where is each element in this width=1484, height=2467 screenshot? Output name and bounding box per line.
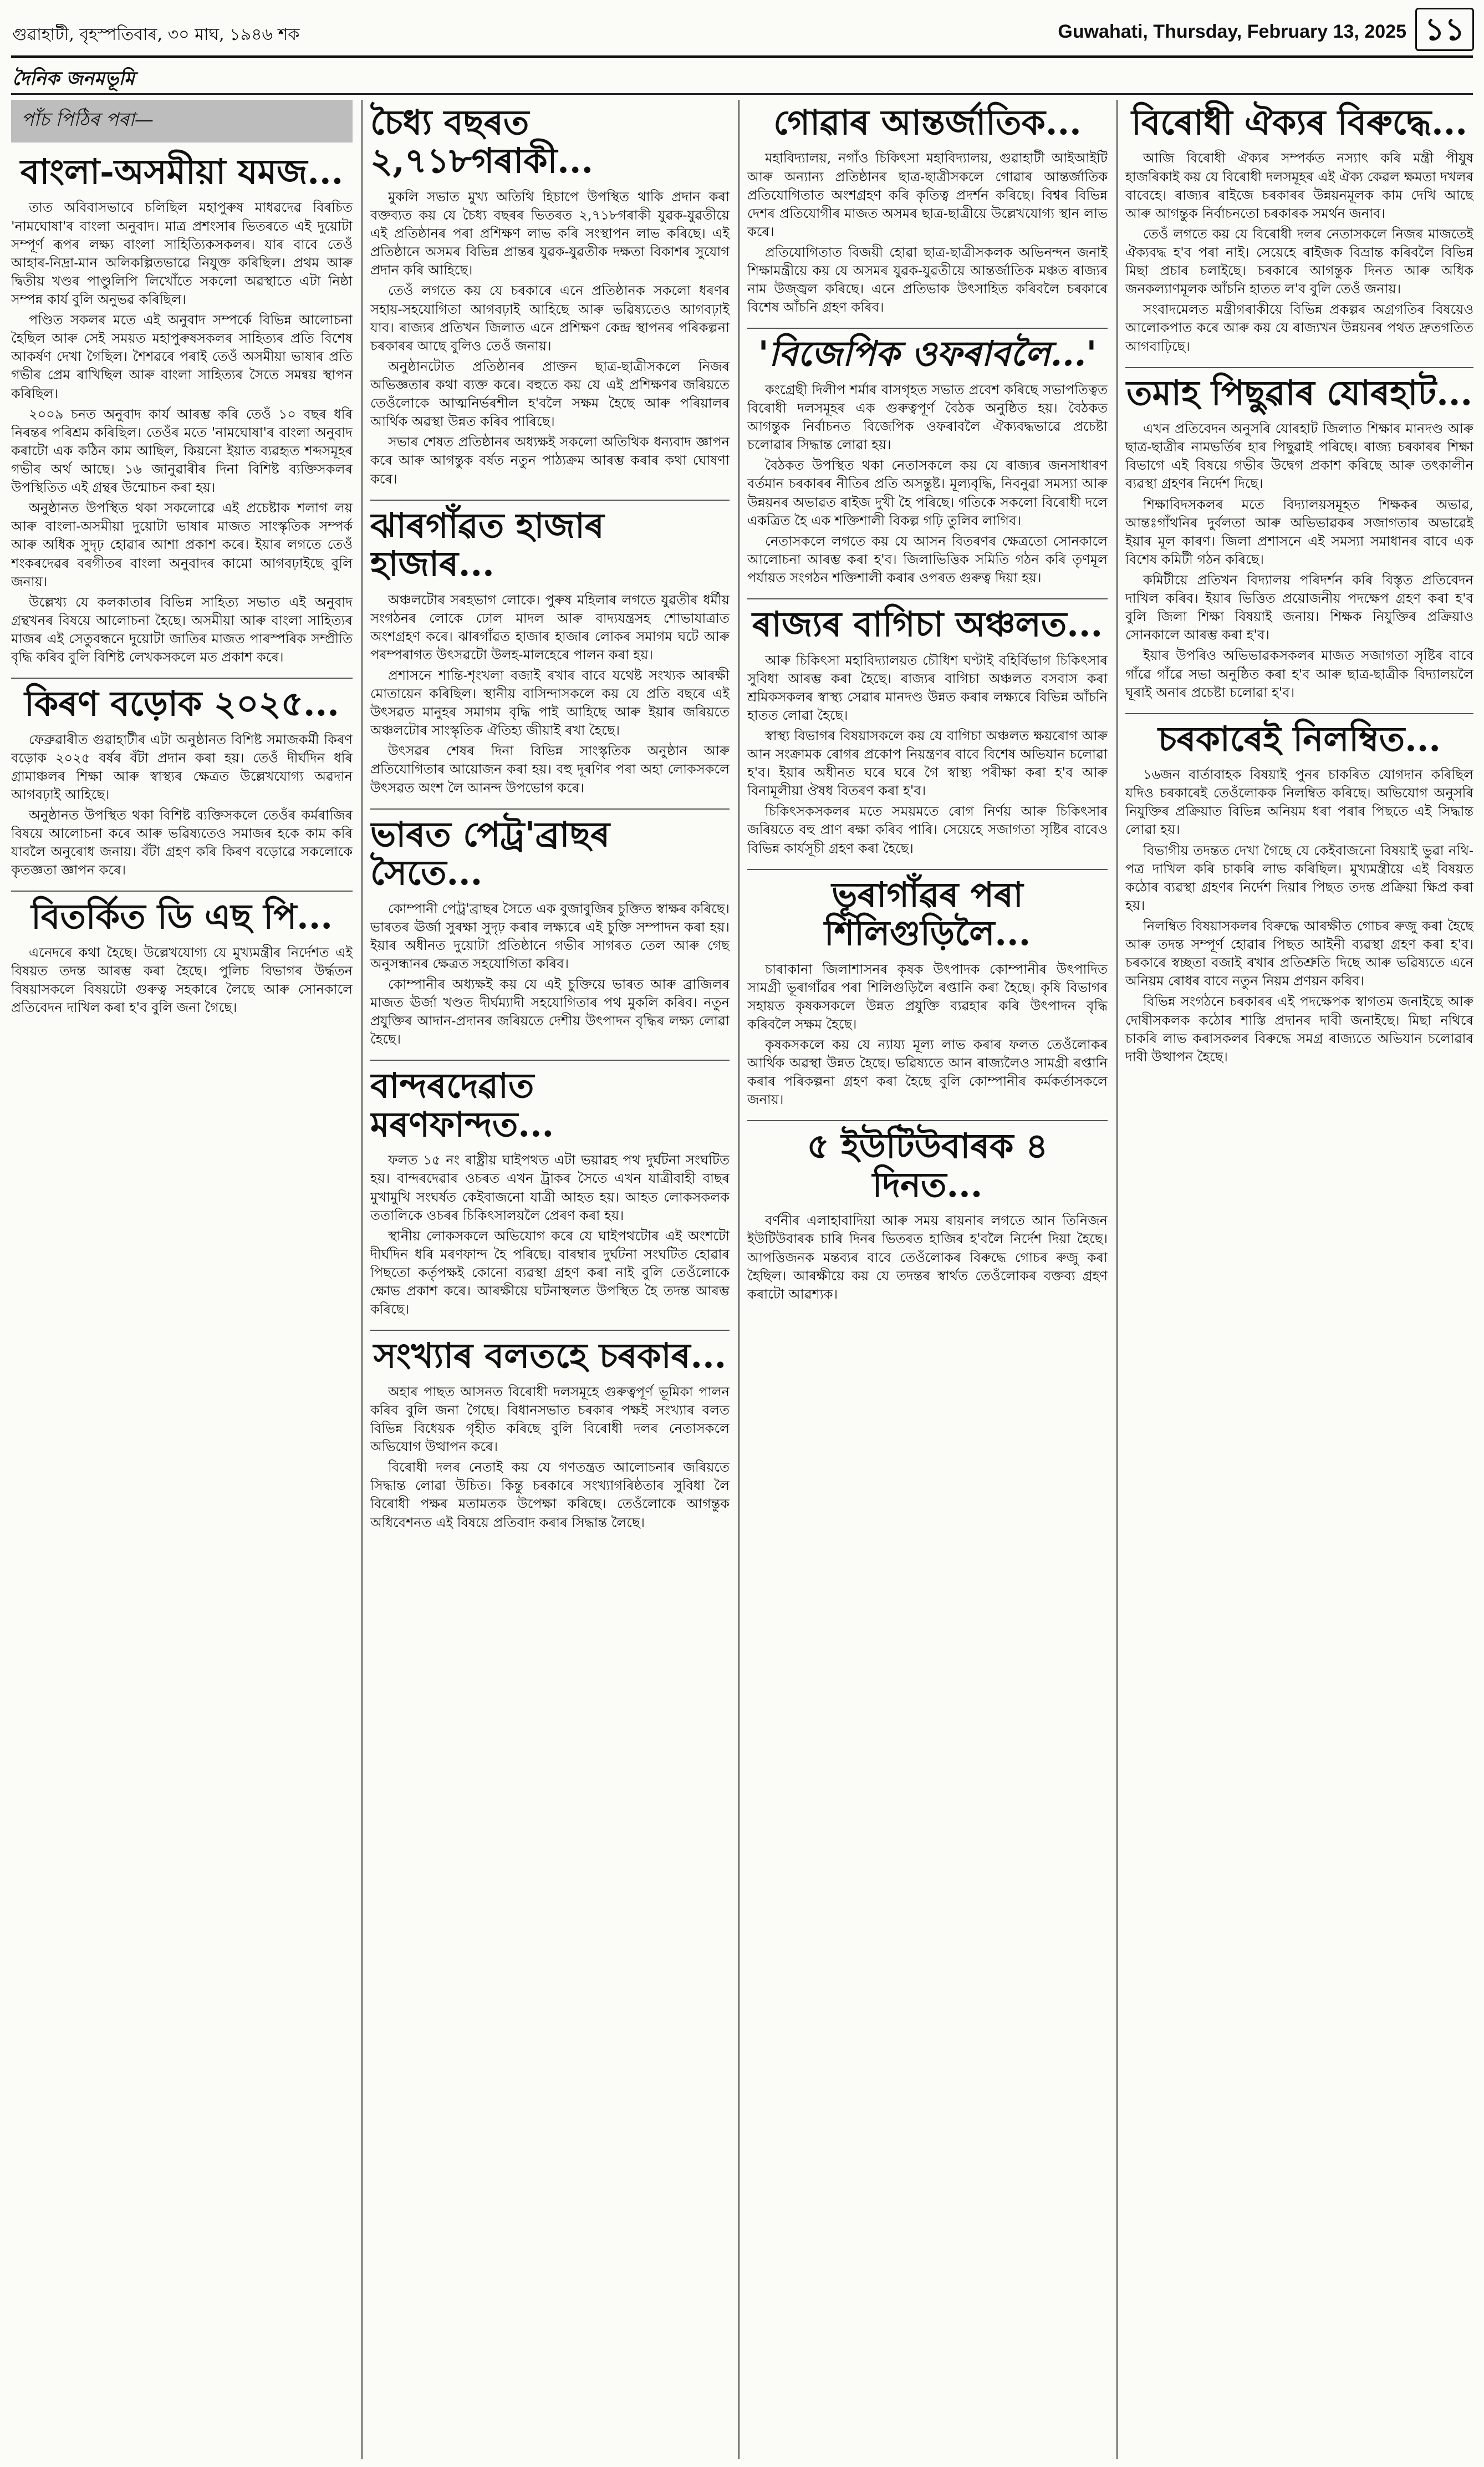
article-body: [747, 381, 1108, 587]
paragraph: উল্লেখ্য যে কলকাতাৰ বিভিন্ন সাহিত্য সভাত এই অনুবাদ গ্ৰন্থখনৰ বিষয়ে আলোচনা হৈছে। অসমীয়া আৰু বাংলা সাহিত্যৰ মাজৰ এই সেতুবন্ধনে দুয়োটা জাতিৰ মাজত পাৰস্পৰিক সম্প্ৰীতি বৃদ্ধি কৰিব বুলি বিশিষ্ট লেখকসকলে মত প্ৰকাশ কৰে।: [11, 594, 353, 665]
article-body: [370, 900, 730, 1049]
headline: ৫ ইউটিউবাৰক ৪ দিনত...: [807, 1126, 1048, 1205]
paragraph: চিকিৎসকসকলৰ মতে সময়মতে ৰোগ নিৰ্ণয় আৰু চিকিৎসাৰ জৰিয়তে বহু প্ৰাণ ৰক্ষা কৰিব পাৰি। সেয়েহে সজাগতা সৃষ্টিৰ বাবেও বিভিন্ন কাৰ্যসূচী গ্ৰহণ কৰা হৈছে।: [747, 803, 1108, 856]
article-numbers-government: [370, 1336, 730, 1532]
paragraph: ১৬জন বাৰ্তাবাহক বিষয়াই পুনৰ চাকৰিত যোগদান কৰিছিল যদিও চৰকাৰেই তেওঁলোকক নিলম্বিত কৰিছে। অভিযোগ অনুসৰি নিযুক্তিৰ প্ৰক্ৰিয়াত বিভিন্ন অনিয়ম ধৰা পৰাৰ পিছতে এই সিদ্ধান্ত লোৱা হয়।: [1125, 767, 1473, 838]
article-rule: [370, 808, 730, 810]
article-rule: [747, 1120, 1108, 1121]
paragraph: এনেদৰে কথা হৈছে। উল্লেখযোগ্য যে মুখ্যমন্ত্ৰীৰ নিৰ্দেশত এই বিষয়ত তদন্ত আৰম্ভ কৰা হৈছে। পুলিচ বিভাগৰ উৰ্দ্ধতন বিষয়াসকলে বিষয়টো গুৰুত্ব সহকাৰে লৈছে আৰু সোনকালে প্ৰতিবেদন দাখিল কৰা হ'ব বুলি জনা গৈছে।: [11, 944, 353, 1016]
article-body: [370, 188, 730, 489]
headline: বাংলা-অসমীয়া যমজ...: [20, 151, 344, 192]
paragraph: বিভিন্ন সংগঠনে চৰকাৰৰ এই পদক্ষেপক স্বাগতম জনাইছে আৰু দোষীসকলক কঠোৰ শাস্তি প্ৰদানৰ দাবী জনাইছে। মিছা নথিৰে চাকৰি লাভ কৰাসকলৰ বিৰুদ্ধে সমগ্ৰ ৰাজ্যতে অভিযান চলোৱাৰ দাবী উত্থাপন হৈছে।: [1125, 994, 1473, 1065]
paragraph: কোম্পানীৰ অধ্যক্ষই কয় যে এই চুক্তিয়ে ভাৰত আৰু ব্ৰাজিলৰ মাজত ঊৰ্জা খণ্ডত দীৰ্ঘম্যাদী সহযোগিতাৰ পথ মুকলি কৰিব। নতুন প্ৰযুক্তিৰ আদান-প্ৰদানৰ জৰিয়তে দেশীয় উৎপাদন বৃদ্ধিৰ লক্ষ্য লোৱা হৈছে।: [370, 976, 730, 1047]
paragraph: প্ৰশাসনে শান্তি-শৃংখলা বজাই ৰখাৰ বাবে যথেষ্ট সংখ্যক আৰক্ষী মোতায়েন কৰিছিল। স্থানীয় বাসিন্দাসকলে কয় যে প্ৰতি বছৰে এই উৎসৱত মানুহৰ সমাগম বৃদ্ধি পাই আহিছে আৰু ইয়াৰ জৰিয়তে অঞ্চলটোৰ সাংস্কৃতিক ঐতিহ্য জীয়াই ৰখা হৈছে।: [370, 667, 730, 739]
article-rule: [747, 598, 1108, 599]
dateline-assamese: গুৱাহাটী, বৃহস্পতিবাৰ, ৩০ মাঘ, ১৯৪৬ শক: [12, 25, 300, 44]
paragraph: প্ৰতিযোগিতাত বিজয়ী হোৱা ছাত্ৰ-ছাত্ৰীসকলক অভিনন্দন জনাই শিক্ষামন্ত্ৰীয়ে কয় যে অসমৰ যুৱক-যুৱতীয়ে আন্তৰ্জাতিক মঞ্চত ৰাজ্যৰ নাম উজ্জ্বল কৰিছে। এনে প্ৰতিভাক উৎসাহিত কৰিবলৈ চৰকাৰে বিশেষ আঁচনি গ্ৰহণ কৰিব।: [747, 244, 1108, 316]
column-4: [1125, 100, 1473, 2459]
paragraph: উৎসৱৰ শেষৰ দিনা বিভিন্ন সাংস্কৃতিক অনুষ্ঠান আৰু প্ৰতিযোগিতাৰ আয়োজন কৰা হয়। বহু দূৰণিৰ পৰা অহা লোকসকলে উৎসৱত অংশ লৈ আনন্দ উপভোগ কৰে।: [370, 743, 730, 796]
article-body: [11, 199, 353, 667]
paragraph: মুকলি সভাত মুখ্য অতিথি হিচাপে উপস্থিত থাকি প্ৰদান কৰা বক্তব্যত কয় যে চৈধ্য বছৰৰ ভিতৰত ২,৭১৮গৰাকী যুৱক-যুৱতীয়ে এই প্ৰতিষ্ঠানৰ পৰা প্ৰশিক্ষণ লাভ কৰি সংস্থাপন লাভ কৰিছে। এই প্ৰতিষ্ঠানে অসমৰ বিভিন্ন প্ৰান্তৰ যুৱক-যুৱতীক দক্ষতা বিকাশৰ সুযোগ প্ৰদান কৰি আহিছে।: [370, 189, 730, 278]
column-2: [370, 100, 730, 2459]
column-divider: [738, 100, 740, 2459]
paragraph: স্থানীয় লোকসকলে অভিযোগ কৰে যে ঘাইপথটোৰ এই অংশটো দীৰ্ঘদিন ধৰি মৰণফান্দ হৈ পৰিছে। বাৰম্বাৰ দুৰ্ঘটনা সংঘটিত হোৱাৰ পিছতো কৰ্তৃপক্ষই কোনো ব্যৱস্থা গ্ৰহণ কৰা নাই বুলি তেওঁলোকে ক্ষোভ প্ৰকাশ কৰে। আৰক্ষীয়ে ঘটনাস্থলত উপস্থিত হৈ তদন্ত আৰম্ভ কৰিছে।: [370, 1228, 730, 1318]
paragraph: কমিটীয়ে প্ৰতিখন বিদ্যালয় পৰিদৰ্শন কৰি বিস্তৃত প্ৰতিবেদন দাখিল কৰিব। ইয়াৰ ভিত্তিত প্ৰয়োজনীয় পদক্ষেপ গ্ৰহণ কৰা হ'ব বুলি জিলা শিক্ষা বিষয়াই জনায়। শিক্ষক নিযুক্তিৰ প্ৰক্ৰিয়াও সোনকালে আৰম্ভ কৰা হ'ব।: [1125, 572, 1473, 643]
headline: ঝাৰগাঁৱত হাজাৰ হাজাৰ...: [370, 505, 604, 584]
headline: সংখ্যাৰ বলতহে চৰকাৰ...: [373, 1335, 727, 1376]
article-rule: [11, 678, 353, 679]
headline: গোৱাৰ আন্তৰ্জাতিক...: [773, 102, 1082, 143]
article-body: [1125, 420, 1473, 702]
headline: চৈধ্য বছৰত ২,৭১৮গৰাকী...: [370, 102, 594, 181]
article-dsp: [11, 897, 353, 1017]
paragraph: কংগ্ৰেছী দিলীপ শৰ্মাৰ বাসগৃহত সভাত প্ৰবেশ কৰিছে সভাপতিত্বত বিৰোধী দলসমূহৰ এক গুৰুত্বপূৰ্ণ বৈঠক অনুষ্ঠিত হয়। বৈঠকত আগন্তুক নিৰ্বাচনত বিজেপিক ওফৰাবলৈ ঐক্যবদ্ধভাৱে প্ৰচেষ্টা চলোৱাৰ সিদ্ধান্ত লোৱা হয়।: [747, 382, 1108, 453]
article-rule: [370, 1330, 730, 1331]
paragraph: স্বাস্থ্য বিভাগৰ বিষয়াসকলে কয় যে বাগিচা অঞ্চলত ক্ষয়ৰোগ আৰু আন সংক্ৰামক ৰোগৰ প্ৰকোপ নিয়ন্ত্ৰণৰ বাবে বিশেষ অভিযান চলোৱা হ'ব। ইয়াৰ অধীনত ঘৰে ঘৰে গৈ স্বাস্থ্য পৰীক্ষা কৰা হ'ব আৰু বিনামূলীয়া ঔষধ বিতৰণ কৰা হ'ব।: [747, 728, 1108, 799]
paragraph: তেওঁ লগতে কয় যে বিৰোধী দলৰ নেতাসকলে নিজৰ মাজতেই ঐক্যবদ্ধ হ'ব পৰা নাই। সেয়েহে ৰাইজক বিভ্ৰান্ত কৰিবলৈ বিভিন্ন মিছা প্ৰচাৰ চলাইছে। চৰকাৰে আগন্তুক দিনত আৰু অধিক জনকল্যাণমূলক আঁচনি হাতত ল'ব বুলি তেওঁ জনায়।: [1125, 226, 1473, 297]
article-rule: [370, 1060, 730, 1061]
paragraph: পণ্ডিত সকলৰ মতে এই অনুবাদ সম্পৰ্কে বিভিন্ন আলোচনা হৈছিল আৰু সেই সময়ত মহাপুৰুষসকলৰ সাহিত্যৰ প্ৰতি বিশেষ আকৰ্ষণ দেখা গৈছিল। শৈশৱৰে পৰাই তেওঁ অসমীয়া ভাষাৰ প্ৰতি গভীৰ প্ৰেম ৰাখিছিল আৰু বাংলা সাহিত্যৰ সৈতে সমন্বয় স্থাপন কৰিছিল।: [11, 312, 353, 401]
headline: বিৰোধী ঐক্যৰ বিৰুদ্ধে...: [1131, 102, 1467, 143]
paragraph: বিভাগীয় তদন্তত দেখা গৈছে যে কেইবাজনো বিষয়াই ভুৱা নথি-পত্ৰ দাখিল কৰি চাকৰি লাভ কৰিছিল। মুখ্যমন্ত্ৰীয়ে এই বিষয়ত কঠোৰ ব্যৱস্থা গ্ৰহণৰ নিৰ্দেশ দিয়াৰ পিছত তদন্ত প্ৰক্ৰিয়া ক্ষিপ্ৰ কৰা হয়।: [1125, 842, 1473, 913]
headline: বান্দৰদেৱাত মৰণফান্দত...: [370, 1065, 554, 1145]
paragraph: সভাৰ শেষত প্ৰতিষ্ঠানৰ অধ্যক্ষই সকলো অতিথিক ধন্যবাদ জ্ঞাপন কৰে আৰু আগন্তুক বৰ্ষত নতুন পাঠ্যক্ৰম আৰম্ভ কৰাৰ কথা ঘোষণা কৰে।: [370, 434, 730, 487]
paragraph: তাত অবিবাসভাবে চলিছিল মহাপুৰুষ মাধৱদেৱ বিৰচিত 'নামঘোষা'ৰ বাংলা অনুবাদ। মাত্ৰ প্ৰশংসাৰ ভিতৰতে এই দুয়োটা সম্পূৰ্ণ ৰূপৰ লক্ষ্য বাংলা সাহিত্যিকসকলৰ। যাৰ বাবে তেওঁ আহাৰ-নিদ্ৰা-মান অলিকল্পিতভাৱে নিযুক্ত কৰিছিল। প্ৰথম আৰু দ্বিতীয় খণ্ডৰ পাণ্ডুলিপি লিখোঁতে সকলো অৱস্থাতে এটা নিষ্ঠা সম্পন্ন কাৰ্য বুলি অনুভৱ কৰিছিল।: [11, 200, 353, 307]
paragraph: ফলত ১৫ নং ৰাষ্ট্ৰীয় ঘাইপথত এটা ভয়াৱহ পথ দুৰ্ঘটনা সংঘটিত হয়। বান্দৰদেৱাৰ ওচৰত এখন ট্ৰাকৰ সৈতে এখন যাত্ৰীবাহী বাছৰ মুখামুখি সংঘৰ্ষত কেইবাজনো যাত্ৰী আহত হয়। আহত লোকসকলক ততালিকে ওচৰৰ চিকিৎসালয়লৈ প্ৰেৰণ কৰা হয়।: [370, 1152, 730, 1223]
headline: তমাহ পিছুৱাৰ যোৰহাট...: [1126, 372, 1473, 413]
column-3: [747, 100, 1108, 2459]
headline: চৰকাৰেই নিলম্বিত...: [1158, 718, 1441, 759]
article-fourteen-years: [370, 103, 730, 489]
column-1: [11, 100, 353, 2459]
article-youtubers: [747, 1127, 1108, 1303]
article-body: [747, 1212, 1108, 1304]
headline: ভাৰত পেট্ৰ'ব্ৰাছৰ সৈতে...: [370, 813, 610, 893]
paragraph: অনুষ্ঠানত উপস্থিত থকা সকলোৱে এই প্ৰচেষ্টাক শলাগ লয় আৰু বাংলা-অসমীয়া দুয়োটা ভাষাৰ মাজত সাংস্কৃতিক সম্পৰ্ক আৰু অধিক সুদৃঢ় হোৱাৰ আশা প্ৰকাশ কৰে। ইয়াৰ লগতে তেওঁ শংকৰদেৱৰ বৰগীতৰ বাংলা অনুবাদৰ কামো আগবঢ়াইছে বুলি জনায়।: [11, 500, 353, 589]
masthead: দৈনিক জনমভূমি: [12, 68, 135, 90]
article-rule: [747, 328, 1108, 329]
dateline-english: Guwahati, Thursday, February 13, 2025: [1058, 21, 1406, 42]
paragraph: চাৰাকানা জিলাশাসনৰ কৃষক উৎপাদক কোম্পানীৰ উৎপাদিত সামগ্ৰী ভূৰাগাঁৱৰ পৰা শিলিগুড়িলৈ ৰপ্তানি কৰা হৈছে। কৃষি বিভাগৰ সহায়ত কৃষকসকলে উন্নত প্ৰযুক্তি ব্যৱহাৰ কৰি উৎপাদন বৃদ্ধি কৰিবলৈ সক্ষম হৈছে।: [747, 961, 1108, 1032]
article-rule: [370, 500, 730, 501]
article-body: [1125, 149, 1473, 355]
paragraph: আজি বিৰোধী ঐক্যৰ সম্পৰ্কত নস্যাৎ কৰি মন্ত্ৰী পীযুষ হাজৰিকাই কয় যে বিৰোধী দলসমূহৰ এই ঐক্য কেৱল ক্ষমতা দখলৰ বাবেহে। ৰাজ্যৰ ৰাইজে চৰকাৰৰ উন্নয়নমূলক কাম দেখি আছে আৰু আগন্তুক নিৰ্বাচনতো চৰকাৰক সমৰ্থন জনাব।: [1125, 150, 1473, 221]
masthead-rule: [11, 93, 1473, 95]
paragraph: আৰু চিকিৎসা মহাবিদ্যালয়ত চৌধিশ ঘণ্টাই বহিৰ্বিভাগ চিকিৎসাৰ সুবিধা আৰম্ভ কৰা হৈছে। ৰাজ্যৰ বাগিচা অঞ্চলত বসবাস কৰা শ্ৰমিকসকলৰ স্বাস্থ্য সেৱাৰ মানদণ্ড উন্নত কৰাৰ লক্ষ্যৰে বিভিন্ন আঁচনি হাতত লোৱা হৈছে।: [747, 652, 1108, 723]
paragraph: সংবাদমেলত মন্ত্ৰীগৰাকীয়ে বিভিন্ন প্ৰকল্পৰ অগ্ৰগতিৰ বিষয়েও আলোকপাত কৰে আৰু কয় যে ৰাজ্যখন উন্নয়নৰ পথত দ্ৰুতগতিত আগবাঢ়িছে।: [1125, 302, 1473, 354]
article-goa-international: [747, 103, 1108, 317]
paragraph: নেতাসকলে লগতে কয় যে আসন বিতৰণৰ ক্ষেত্ৰতো সোনকালে আলোচনা আৰম্ভ কৰা হ'ব। জিলাভিত্তিক সমিতি গঠন কৰি তৃণমূল পৰ্যায়ত সংগঠন শক্তিশালী কৰাৰ ওপৰত গুৰুত্ব দিয়া হয়।: [747, 533, 1108, 586]
article-jhargaon: [370, 506, 730, 797]
article-siliguri: [747, 876, 1108, 1110]
article-body: [747, 960, 1108, 1110]
paragraph: কৃষকসকলে কয় যে ন্যায্য মূল্য লাভ কৰাৰ ফলত তেওঁলোকৰ আৰ্থিক অৱস্থা উন্নত হৈছে। ভৱিষ্যতে আন ৰাজ্যলৈও সামগ্ৰী ৰপ্তানি কৰাৰ পৰিকল্পনা গ্ৰহণ কৰা হৈছে বুলি কোম্পানীৰ কৰ্মকৰ্তাসকলে জনায়।: [747, 1037, 1108, 1108]
article-body: [370, 591, 730, 797]
paragraph: এখন প্ৰতিবেদন অনুসৰি যোৰহাট জিলাত শিক্ষাৰ মানদণ্ড আৰু ছাত্ৰ-ছাত্ৰীৰ নামভৰ্তিৰ হাৰ পিছুৱাই পৰিছে। ৰাজ্য চৰকাৰৰ শিক্ষা বিভাগে এই বিষয়ে গভীৰ উদ্বেগ প্ৰকাশ কৰিছে আৰু তৎকালীন ব্যৱস্থা গ্ৰহণৰ নিৰ্দেশ দিছে।: [1125, 421, 1473, 492]
article-body: [1125, 766, 1473, 1066]
article-opposition-unity: [1125, 103, 1473, 356]
headline: ভূৰাগাঁৱৰ পৰা শিলিগুড়িলৈ...: [824, 874, 1031, 954]
paragraph: কোম্পানী পেট্ৰ'ব্ৰাছৰ সৈতে এক বুজাবুজিৰ চুক্তিত স্বাক্ষৰ কৰিছে। ভাৰতৰ ঊৰ্জা সুৰক্ষা সুদৃঢ় কৰাৰ লক্ষ্যৰে এই চুক্তি সম্পাদন কৰা হয়। ইয়াৰ অধীনত দুয়োটা প্ৰতিষ্ঠানে গভীৰ সাগৰত তেল আৰু গেছ অনুসন্ধানৰ ক্ষেত্ৰত সহযোগিতা কৰিব।: [370, 901, 730, 971]
article-body: [747, 149, 1108, 317]
section-label: পাঁচ পিঠিৰ পৰা—: [11, 100, 353, 143]
paragraph: শিক্ষাবিদসকলৰ মতে বিদ্যালয়সমূহত শিক্ষকৰ অভাৱ, আন্তঃগাঁথনিৰ দুৰ্বলতা আৰু অভিভাৱকৰ সজাগতাৰ অভাৱেই ইয়াৰ মূল কাৰণ। জিলা প্ৰশাসনে এই সমস্যা সমাধানৰ বাবে এক বিশেষ কমিটী গঠন কৰিছে।: [1125, 496, 1473, 567]
article-bjp: [747, 334, 1108, 587]
article-body: [11, 944, 353, 1017]
paragraph: অঞ্চলটোৰ সৰহভাগ লোকে। পুৰুষ মহিলাৰ লগতে যুৱতীৰ ধৰ্মীয় সংগঠনৰ লোকে ঢোল মাদল আৰু বাদ্যযন্ত্ৰসহ শোভাযাত্ৰাত অংশগ্ৰহণ কৰে। ঝাৰগাঁৱত হাজাৰ হাজাৰ লোকৰ সমাগম ঘটে আৰু পৰম্পৰাগত উৎসৱটো উলহ-মালহেৰে পালন কৰা হয়।: [370, 592, 730, 663]
article-suspended: [1125, 720, 1473, 1066]
article-body: [370, 1151, 730, 1319]
paragraph: অহাৰ পাছত আসনত বিৰোধী দলসমূহে গুৰুত্বপূৰ্ণ ভূমিকা পালন কৰিব বুলি জনা গৈছে। বিধানসভাত চৰকাৰ পক্ষই সংখ্যাৰ বলত বিভিন্ন বিধেয়ক গৃহীত কৰিছে বুলি বিৰোধী দলৰ নেতাসকলে অভিযোগ উত্থাপন কৰে।: [370, 1383, 730, 1455]
headline: বিতৰ্কিত ডি এছ পি...: [31, 896, 333, 937]
article-body: [747, 652, 1108, 858]
column-divider: [1116, 100, 1118, 2459]
article-body: [370, 1383, 730, 1532]
paragraph: অনুষ্ঠানটোত প্ৰতিষ্ঠানৰ প্ৰাক্তন ছাত্ৰ-ছাত্ৰীসকলে নিজৰ অভিজ্ঞতাৰ কথা ব্যক্ত কৰে। বহুতে কয় যে এই প্ৰশিক্ষণৰ জৰিয়তে তেওঁলোকে আত্মনিৰ্ভৰশীল হ'বলৈ সক্ষম হৈছে আৰু পৰিয়ালৰ আৰ্থিক অৱস্থা উন্নত কৰিব পাৰিছে।: [370, 358, 730, 430]
header-rule: [11, 55, 1473, 58]
article-jorhat: [1125, 374, 1473, 702]
article-tea-garden: [747, 605, 1108, 858]
article-rule: [1125, 713, 1473, 714]
article-rule: [747, 869, 1108, 870]
paragraph: নিলম্বিত বিষয়াসকলৰ বিৰুদ্ধে আৰক্ষীত গোচৰ ৰুজু কৰা হৈছে আৰু তদন্ত সম্পূৰ্ণ হোৱাৰ পিছত আইনী ব্যৱস্থা গ্ৰহণ কৰা হ'ব। চৰকাৰে স্বচ্ছতা বজাই ৰখাৰ প্ৰতিশ্ৰুতি দিছে আৰু ভৱিষ্যতে এনে অনিয়ম ৰোধৰ বাবে নতুন নিয়ম প্ৰণয়ন কৰিব।: [1125, 918, 1473, 989]
paragraph: বৰ্ণনীৰ এলাহাবাদিয়া আৰু সময় ৰায়নাৰ লগতে আন তিনিজন ইউটিউবাৰক চাৰি দিনৰ ভিতৰত হাজিৰ হ'বলৈ নিৰ্দেশ দিয়া হৈছে। আপত্তিজনক মন্তব্যৰ বাবে তেওঁলোকৰ বিৰুদ্ধে গোচৰ ৰুজু কৰা হৈছিল। আৰক্ষীয়ে কয় যে তদন্তৰ স্বাৰ্থত তেওঁলোকৰ বক্তব্য গ্ৰহণ কৰাটো আৱশ্যক।: [747, 1213, 1108, 1302]
column-divider: [361, 100, 363, 2459]
paragraph: মহাবিদ্যালয়, নগাঁও চিকিৎসা মহাবিদ্যালয়, গুৱাহাটী আইআইটি আৰু অন্যান্য প্ৰতিষ্ঠানৰ ছাত্ৰ-ছাত্ৰীসকলে গোৱাৰ আন্তৰ্জাতিক প্ৰতিযোগিতাত অংশগ্ৰহণ কৰি কৃতিত্ব প্ৰদৰ্শন কৰিছে। বিশ্বৰ বিভিন্ন দেশৰ প্ৰতিযোগীৰ মাজত অসমৰ ছাত্ৰ-ছাত্ৰীয়ে উল্লেখযোগ্য স্থান লাভ কৰে।: [747, 150, 1108, 240]
paragraph: তেওঁ লগতে কয় যে চৰকাৰে এনে প্ৰতিষ্ঠানক সকলো ধৰণৰ সহায়-সহযোগিতা আগবঢ়াই আহিছে আৰু ভৱিষ্যতেও আগবঢ়াই যাব। ৰাজ্যৰ প্ৰতিখন জিলাত এনে প্ৰশিক্ষণ কেন্দ্ৰ স্থাপনৰ পৰিকল্পনা চৰকাৰৰ আছে বুলিও তেওঁ জনায়।: [370, 283, 730, 354]
article-rule: [11, 891, 353, 892]
article-kiran-boro: [11, 684, 353, 879]
article-bangla-assamese: [11, 152, 353, 667]
paragraph: বৈঠকত উপস্থিত থকা নেতাসকলে কয় যে ৰাজ্যৰ জনসাধাৰণ বৰ্তমান চৰকাৰৰ নীতিৰ প্ৰতি অসন্তুষ্ট। মূল্যবৃদ্ধি, নিবনুৱা সমস্যা আৰু উন্নয়নৰ অভাৱত ৰাইজ দুখী হৈ পৰিছে। গতিকে সকলো বিৰোধী দলে একত্ৰিত হৈ এক শক্তিশালী বিকল্প গঢ়ি তুলিব লাগিব।: [747, 457, 1108, 528]
paragraph: ফেব্ৰুৱাৰীত গুৱাহাটীৰ এটা অনুষ্ঠানত বিশিষ্ট সমাজকৰ্মী কিৰণ বড়োক ২০২৫ বৰ্ষৰ বঁটা প্ৰদান কৰা হয়। তেওঁ দীৰ্ঘদিন ধৰি গ্ৰামাঞ্চলৰ শিক্ষা আৰু স্বাস্থ্যৰ ক্ষেত্ৰত উল্লেখযোগ্য অৱদান আগবঢ়াই আহিছে।: [11, 731, 353, 802]
headline: 'বিজেপিক ওফৰাবলৈ...': [758, 333, 1097, 374]
headline: ৰাজ্যৰ বাগিচা অঞ্চলত...: [752, 604, 1103, 645]
paragraph: বিৰোধী দলৰ নেতাই কয় যে গণতন্ত্ৰত আলোচনাৰ জৰিয়তে সিদ্ধান্ত লোৱা উচিত। কিন্তু চৰকাৰে সংখ্যাগৰিষ্ঠতাৰ সুবিধা লৈ বিৰোধী পক্ষৰ মতামতক উপেক্ষা কৰিছে। তেওঁলোকে আগন্তুক অধিবেশনত এই বিষয়ে প্ৰতিবাদ কৰাৰ সিদ্ধান্ত লৈছে।: [370, 1459, 730, 1530]
paragraph: ২০০৯ চনত অনুবাদ কাৰ্য আৰম্ভ কৰি তেওঁ ১০ বছৰ ধৰি নিৰন্তৰ পৰিশ্ৰম কৰিছিল। তেওঁৰ মতে 'নামঘোষা'ৰ বাংলা অনুবাদ কৰাটো এক কঠিন কাম আছিল, কিয়নো ইয়াত ব্যৱহৃত শব্দসমূহৰ গভীৰ অৰ্থ আছে। ১৬ জানুৱাৰীৰ দিনা বিশিষ্ট ব্যক্তিসকলৰ উপস্থিতিত এই গ্ৰন্থৰ উন্মোচন কৰা হয়।: [11, 406, 353, 496]
headline: কিৰণ বড়োক ২০২৫...: [24, 683, 339, 724]
paragraph: ইয়াৰ উপৰিও অভিভাৱকসকলৰ মাজত সজাগতা সৃষ্টিৰ বাবে গাঁৱে গাঁৱে সভা অনুষ্ঠিত কৰা হ'ব আৰু ছাত্ৰ-ছাত্ৰীক বিদ্যালয়লৈ ঘূৰাই অনাৰ প্ৰচেষ্টা চলোৱা হ'ব।: [1125, 648, 1473, 700]
paragraph: অনুষ্ঠানত উপস্থিত থকা বিশিষ্ট ব্যক্তিসকলে তেওঁৰ কৰ্মৰাজিৰ বিষয়ে আলোচনা কৰে আৰু ভৱিষ্যতেও সমাজৰ হকে কাম কৰি যাবলৈ অনুৰোধ জনায়। বঁটা গ্ৰহণ কৰি কিৰণ বড়োৱে সকলোকে কৃতজ্ঞতা জ্ঞাপন কৰে।: [11, 807, 353, 878]
article-bandardewa: [370, 1066, 730, 1319]
page-number: ১১: [1415, 8, 1474, 51]
article-petrobras: [370, 815, 730, 1049]
article-body: [11, 731, 353, 880]
article-rule: [1125, 367, 1473, 368]
